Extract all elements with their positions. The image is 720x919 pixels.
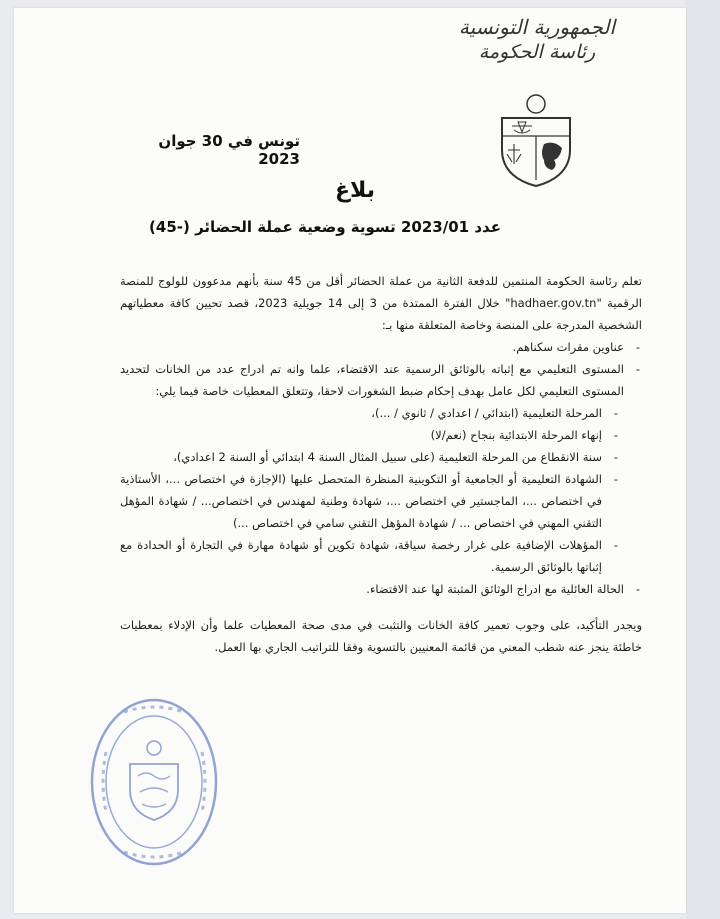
sub-list: [120, 402, 642, 578]
letterhead-ministry: رئاسة الحكومة: [478, 41, 596, 63]
viewer-margin: [686, 0, 720, 919]
list-item: - المستوى التعليمي مع إثباته بالوثائق الرسمية عند الاقتضاء، علما وانه تم ادراج عدد من الخانات لتحديد المستوى التعليمي لكل عامل بهدف إحكام ضبط الشغورات لاحقا، وتتعلق المعطيات خاصة فيما يلي:: [120, 358, 642, 402]
letterhead-country: الجمهورية التونسية: [458, 15, 616, 39]
document-date: تونس في 30 جوان 2023: [158, 132, 300, 168]
document-title: بلاغ: [335, 178, 375, 203]
official-stamp-icon: [84, 692, 224, 872]
sub-list-item: - الشهادة التعليمية أو الجامعية أو التكوينية المنظرة المتحصل عليها (الإجازة في اختصاص ...، الأستاذية في اختصاص ...، الماجستير في اختصاص ...، شهادة وطنية لمهندس في اختصاص... / شهادة المؤهل التقني المهني في اختصاص ... / شهادة المؤهل التقني سامي في اختصاص ...): [120, 468, 642, 534]
document-body: [120, 270, 642, 658]
coat-of-arms-icon: [492, 92, 580, 188]
sub-list-item: - المؤهلات الإضافية على غرار رخصة سياقة، شهادة تكوين أو شهادة مهارة في التجارة أو الحدادة مع إثباتها بالوثائق الرسمية.: [120, 534, 642, 578]
letterhead: [452, 14, 622, 64]
intro-paragraph: تعلم رئاسة الحكومة المنتمين للدفعة الثانية من عملة الحضائر أقل من 45 سنة بأنهم مدعوون للولوج للمنصة الرقمية "hadhaer.gov.tn" خلال الفترة الممتدة من 3 إلى 14 جويلية 2023، قصد تحيين كافة معطياتهم الشخصية المدرجة على المنصة وخاصة المتعلقة منها بـ:: [120, 274, 642, 332]
main-list-continued: [120, 578, 642, 600]
main-list: [120, 336, 642, 402]
document-subtitle: عدد 2023/01 تسوية وضعية عملة الحضائر (-45): [149, 218, 501, 236]
sub-list-item: - إنهاء المرحلة الابتدائية بنجاح (نعم/لا): [120, 424, 642, 446]
sub-list-item: - المرحلة التعليمية (ابتدائي / اعدادي / ثانوي / ...)،: [120, 402, 642, 424]
list-item: - عناوين مقرات سكناهم.: [120, 336, 642, 358]
list-item: - الحالة العائلية مع ادراج الوثائق المثبتة لها عند الاقتضاء.: [120, 578, 642, 600]
closing-paragraph: ويجدر التأكيد، على وجوب تعمير كافة الخانات والتثبت في مدى صحة المعطيات علما وأن الإدلاء بمعطيات خاطئة ينجز عنه شطب المعني من قائمة المعنيين بالتسوية وفقا للتراتيب الجاري بها العمل.: [120, 618, 642, 654]
sub-list-item: - سنة الانقطاع من المرحلة التعليمية (على سبيل المثال السنة 4 ابتدائي أو السنة 2 اعدادي)،: [120, 446, 642, 468]
